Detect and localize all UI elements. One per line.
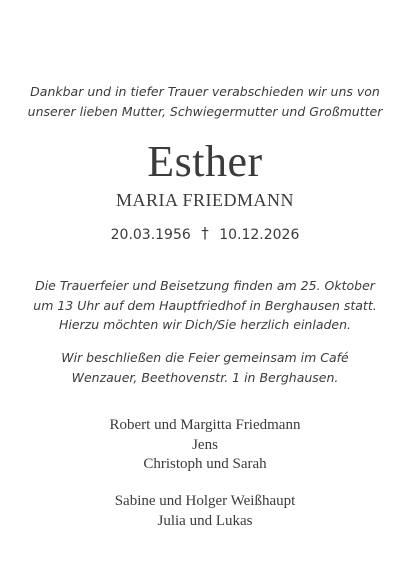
- death-date: 10.12.2026: [219, 227, 300, 243]
- family-member: Jens: [192, 436, 218, 453]
- cross-icon: †: [201, 224, 209, 242]
- life-dates: [0, 223, 410, 246]
- ceremony-line: Die Trauerfeier und Beisetzung finden am 25. Oktober: [35, 278, 375, 293]
- family-member: Julia und Lukas: [157, 512, 253, 529]
- family-group-1: [0, 416, 410, 475]
- full-name: MARIA FRIEDMANN: [115, 190, 295, 210]
- ceremony-text: [0, 276, 410, 335]
- family-member: Sabine und Holger Weißhaupt: [114, 493, 296, 509]
- intro-line: unserer lieben Mutter, Schwiegermutter und Großmutter: [27, 103, 383, 119]
- family-member: Robert und Margitta Friedmann: [109, 417, 301, 433]
- family-member: Christoph und Sarah: [143, 456, 267, 472]
- intro-text: [0, 82, 410, 121]
- cafe-line: Wir beschließen die Feier gemeinsam im Café: [61, 350, 349, 365]
- ceremony-line: um 13 Uhr auf dem Hauptfriedhof in Berghausen statt.: [33, 297, 377, 313]
- family-group-2: [0, 492, 410, 531]
- first-name: Esther: [147, 137, 263, 186]
- cafe-line: Wenzauer, Beethovenstr. 1 in Berghausen.: [71, 369, 339, 385]
- intro-line: Dankbar und in tiefer Trauer verabschieden wir uns von: [30, 84, 380, 99]
- birth-date: 20.03.1956: [110, 227, 191, 243]
- cafe-text: [0, 348, 410, 387]
- ceremony-line: Hierzu möchten wir Dich/Sie herzlich einladen.: [58, 317, 352, 332]
